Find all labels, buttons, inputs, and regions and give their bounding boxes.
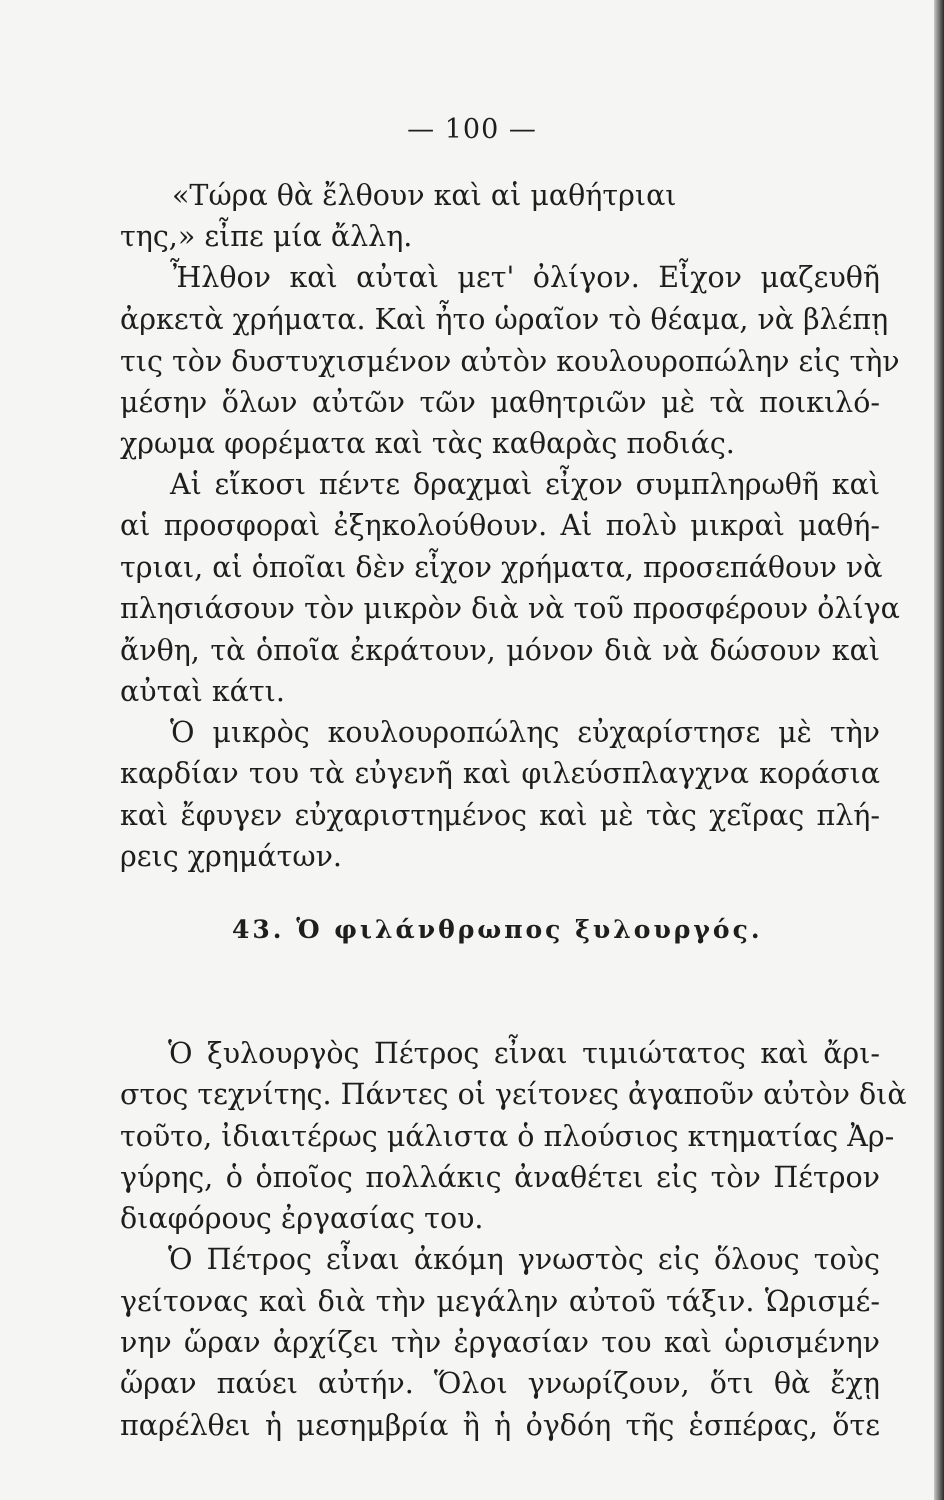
text-line: καὶ ἔφυγεν εὐχαριστημένος καὶ μὲ τὰς χεῖρας πλή-	[120, 799, 880, 832]
page-edge-shadow	[934, 0, 944, 1500]
text-line: της,» εἶπε μία ἄλλη.	[120, 220, 413, 253]
text-line: γύρης, ὁ ὁποῖος πολλάκις ἀναθέτει εἰς τὸν Πέτρον	[120, 1161, 880, 1194]
text-line: πλησιάσουν τὸν μικρὸν διὰ νὰ τοῦ προσφέρουν ὀλίγα	[120, 592, 900, 625]
text-line: τοῦτο, ἰδιαιτέρως μάλιστα ὁ πλούσιος κτηματίας Ἀρ-	[120, 1120, 895, 1153]
text-line: τριαι, αἱ ὁποῖαι δὲν εἶχον χρήματα, προσεπάθουν νὰ	[120, 551, 883, 584]
text-line: χρωμα φορέματα καὶ τὰς καθαρὰς ποδιάς.	[120, 427, 735, 460]
text-line: παρέλθει ἡ μεσημβρία ἢ ἡ ὀγδόη τῆς ἑσπέρας, ὅτε	[120, 1409, 880, 1442]
section-heading: 43. Ὁ φιλάνθρωπος ξυλουργός.	[232, 915, 763, 944]
text-line: ρεις χρημάτων.	[120, 840, 342, 873]
text-line: αὐταὶ κάτι.	[120, 675, 285, 708]
text-line: γείτονας καὶ διὰ τὴν μεγάλην αὐτοῦ τάξιν. Ὡρισμέ-	[120, 1285, 880, 1318]
text-line: ὥραν παύει αὐτήν. Ὅλοι γνωρίζουν, ὅτι θὰ ἔχῃ	[120, 1367, 880, 1400]
page-number: — 100 —	[407, 114, 537, 145]
text-line: διαφόρους ἐργασίας του.	[120, 1202, 484, 1235]
text-line: Αἱ εἴκοσι πέντε δραχμαὶ εἶχον συμπληρωθῆ καὶ	[170, 468, 880, 501]
text-line: Ὁ ξυλουργὸς Πέτρος εἶναι τιμιώτατος καὶ ἄρι-	[168, 1037, 880, 1070]
text-line: τις τὸν δυστυχισμένον αὐτὸν κουλουροπώλην εἰς τὴν	[120, 345, 900, 378]
text-line: ἄνθη, τὰ ὁποῖα ἐκράτουν, μόνον διὰ νὰ δώσουν καὶ	[120, 634, 880, 667]
text-line: στος τεχνίτης. Πάντες οἱ γείτονες ἀγαποῦν αὐτὸν διὰ	[120, 1078, 907, 1111]
text-line: νην ὥραν ἀρχίζει τὴν ἐργασίαν του καὶ ὡρισμένην	[120, 1326, 880, 1359]
text-line: μέσην ὅλων αὐτῶν τῶν μαθητριῶν μὲ τὰ ποικιλό-	[120, 386, 880, 419]
text-line: «Τώρα θὰ ἔλθουν καὶ αἱ μαθήτριαι	[172, 179, 677, 212]
text-line: Ἦλθον καὶ αὐταὶ μετ' ὀλίγον. Εἶχον μαζευθῆ	[170, 261, 880, 294]
text-line: Ὁ μικρὸς κουλουροπώλης εὐχαρίστησε μὲ τὴν	[170, 716, 880, 749]
text-line: καρδίαν του τὰ εὐγενῆ καὶ φιλεύσπλαγχνα κοράσια	[120, 757, 880, 790]
text-line: Ὁ Πέτρος εἶναι ἀκόμη γνωστὸς εἰς ὅλους τοὺς	[168, 1243, 880, 1276]
text-line: αἱ προσφοραὶ ἐξηκολούθουν. Αἱ πολὺ μικραὶ μαθή-	[120, 509, 880, 542]
text-line: ἀρκετὰ χρήματα. Καὶ ἦτο ὡραῖον τὸ θέαμα, νὰ βλέπῃ	[120, 303, 889, 336]
